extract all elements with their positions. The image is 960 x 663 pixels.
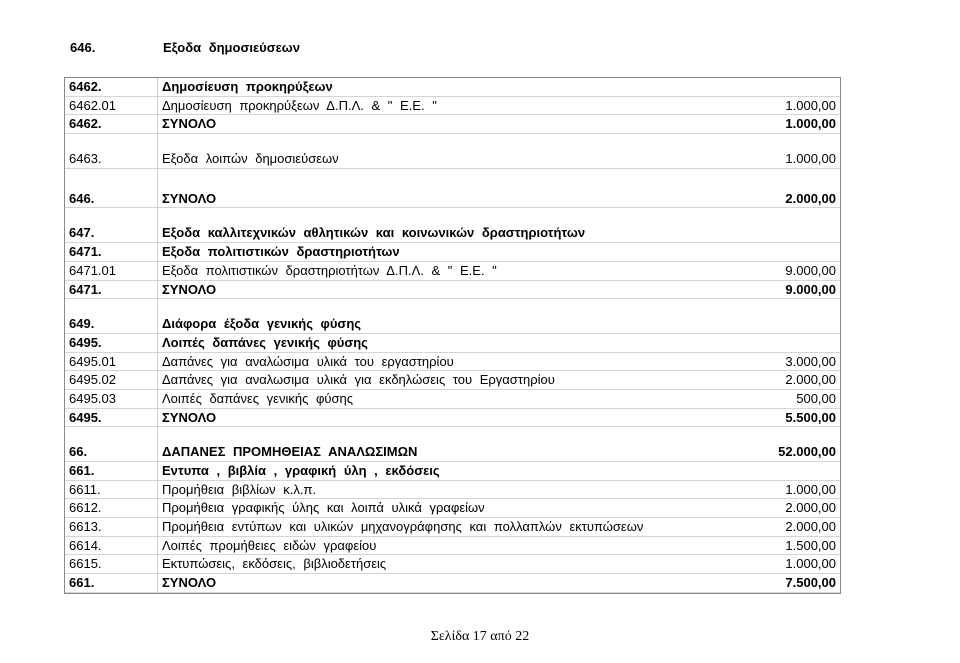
account-code: 66. <box>69 444 88 460</box>
account-description: ΣΥΝΟΛΟ <box>162 190 217 206</box>
amount: 2.000,00 <box>785 190 836 206</box>
total-row <box>65 115 840 134</box>
account-description: Εξοδα πολιτιστικών δραστηριοτήτων Δ.Π.Λ. & " Ε.Ε. " <box>162 262 497 278</box>
heading-row <box>65 443 840 462</box>
amount: 2.000,00 <box>785 372 836 388</box>
total-row <box>65 409 840 428</box>
account-code: 646. <box>69 190 95 206</box>
account-description: Δημοσίευση προκηρύξεων <box>162 79 333 94</box>
amount: 9.000,00 <box>785 281 836 297</box>
amount: 9.000,00 <box>785 262 836 278</box>
amount: 52.000,00 <box>778 444 836 460</box>
account-code: 6615. <box>69 556 102 572</box>
heading-row <box>65 243 840 262</box>
item-row <box>65 481 840 500</box>
account-description: Δημοσίευση προκηρύξεων Δ.Π.Λ. & " Ε.Ε. " <box>162 97 437 113</box>
account-description: ΣΥΝΟΛΟ <box>162 281 217 297</box>
item-row <box>65 150 840 169</box>
account-description: ΔΑΠΑΝΕΣ ΠΡΟΜΗΘΕΙΑΣ ΑΝΑΛΩΣΙΜΩΝ <box>162 444 418 460</box>
account-description: Δαπάνες για αναλωσιμα υλικά για εκδηλώσεις του Εργαστηρίου <box>162 372 555 388</box>
group-spacer <box>65 299 840 315</box>
heading-row <box>65 315 840 334</box>
total-row <box>65 190 840 209</box>
account-code: 647. <box>69 225 95 241</box>
account-description: Προμήθεια βιβλίων κ.λ.π. <box>162 481 317 497</box>
heading-row <box>65 224 840 243</box>
account-description: Λοιπές δαπάνες γενικής φύσης <box>162 334 368 350</box>
account-code: 6612. <box>69 500 102 516</box>
account-description: ΣΥΝΟΛΟ <box>162 409 217 425</box>
account-description: Εντυπα , βιβλία , γραφική ύλη , εκδόσεις <box>162 463 440 478</box>
amount: 2.000,00 <box>785 500 836 516</box>
total-row <box>65 281 840 300</box>
amount: 2.000,00 <box>785 519 836 535</box>
account-description: Εξοδα πολιτιστικών δραστηριοτήτων <box>162 244 400 260</box>
chapter-heading <box>64 40 840 58</box>
account-code: 6495.02 <box>69 372 116 388</box>
chapter-title: Εξοδα δημοσιεύσεων <box>163 40 300 55</box>
account-code: 6613. <box>69 519 102 535</box>
account-description: ΣΥΝΟΛΟ <box>162 116 217 132</box>
item-row <box>65 371 840 390</box>
heading-row <box>65 334 840 353</box>
account-code: 6471. <box>69 281 102 297</box>
account-description: Προμήθεια γραφικής ύλης και λοιπά υλικά γραφείων <box>162 500 485 516</box>
account-description: Προμήθεια εντύπων και υλικών μηχανογράφησης και πολλαπλών εκτυπώσεων <box>162 519 644 535</box>
heading-row <box>65 78 840 97</box>
amount: 1.000,00 <box>785 151 836 167</box>
item-row <box>65 262 840 281</box>
account-description: Δαπάνες για αναλώσιμα υλικά του εργαστηρίου <box>162 353 454 369</box>
group-spacer <box>65 208 840 224</box>
item-row <box>65 555 840 574</box>
account-code: 661. <box>69 575 95 591</box>
account-description: Εξοδα καλλιτεχνικών αθλητικών και κοινωνικών δραστηριοτήτων <box>162 225 586 241</box>
account-code: 6471.01 <box>69 262 116 278</box>
amount: 5.500,00 <box>785 409 836 425</box>
total-row <box>65 574 840 593</box>
item-row <box>65 518 840 537</box>
chapter-code: 646. <box>70 40 96 55</box>
account-code: 6495.01 <box>69 353 116 369</box>
amount: 3.000,00 <box>785 353 836 369</box>
amount: 1.000,00 <box>785 556 836 572</box>
item-row <box>65 353 840 372</box>
amount: 1.000,00 <box>785 116 836 132</box>
account-code: 6495. <box>69 409 102 425</box>
account-code: 6495. <box>69 334 102 350</box>
account-code: 649. <box>69 316 95 332</box>
account-code: 6462. <box>69 79 102 94</box>
amount: 1.500,00 <box>785 537 836 553</box>
account-code: 6611. <box>69 481 101 497</box>
heading-row <box>65 462 840 481</box>
account-code: 6462. <box>69 116 102 132</box>
amount: 1.000,00 <box>785 481 836 497</box>
item-row <box>65 537 840 556</box>
amount: 7.500,00 <box>785 575 836 591</box>
amount: 500,00 <box>796 390 836 406</box>
account-description: Διάφορα έξοδα γενικής φύσης <box>162 316 362 332</box>
account-description: Εξοδα λοιπών δημοσιεύσεων <box>162 151 339 167</box>
group-spacer <box>65 134 840 150</box>
account-description: Εκτυπώσεις, εκδόσεις, βιβλιοδετήσεις <box>162 556 387 572</box>
item-row <box>65 97 840 116</box>
account-code: 661. <box>69 463 95 478</box>
account-description: ΣΥΝΟΛΟ <box>162 575 217 591</box>
account-description: Λοιπές προμήθειες ειδών γραφείου <box>162 537 377 553</box>
amount: 1.000,00 <box>785 97 836 113</box>
account-code: 6614. <box>69 537 102 553</box>
account-code: 6463. <box>69 151 102 167</box>
page-number: Σελίδα 17 από 22 <box>430 629 530 644</box>
account-description: Λοιπές δαπάνες γενικής φύσης <box>162 390 354 406</box>
item-row <box>65 499 840 518</box>
budget-table <box>64 77 841 594</box>
account-code: 6471. <box>69 244 102 260</box>
group-spacer <box>65 427 840 443</box>
group-spacer <box>65 169 840 190</box>
account-code: 6495.03 <box>69 390 116 406</box>
account-code: 6462.01 <box>69 97 116 113</box>
item-row <box>65 390 840 409</box>
